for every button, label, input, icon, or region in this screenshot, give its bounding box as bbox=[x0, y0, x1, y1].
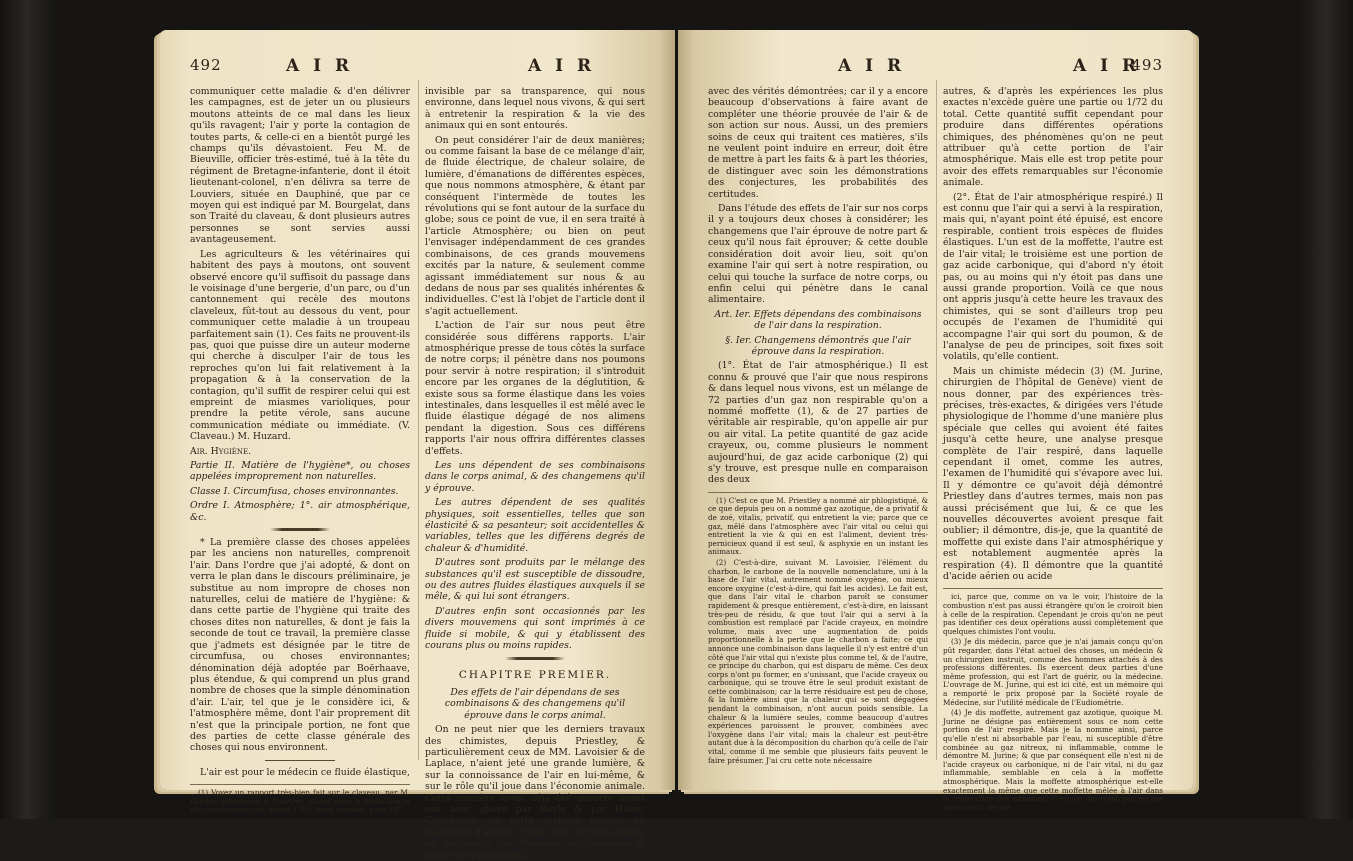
paragraph: L'air est pour le médecin ce fluide élastique, bbox=[200, 766, 410, 778]
classification-line: Partie II. Matière de l'hygiène*, ou choses appelées improprement non naturelles. bbox=[190, 460, 410, 483]
paragraph: L'action de l'air sur nous peut être considérée sous différens rapports. L'air atmosphérique presse de tous côtés la surface de notre corps; il pénètre dans nos poumons pour servir à notre respiration; il s'introduit encore par les organes de la déglutition, & existe sous sa forme élastique dans les voies intestinales, dans lesquelles il est mêlé avec le fluide élastique dégagé de nos alimens pendant la digestion. Sous ces différens rapports l'air nous offrira différentes classes d'effets. bbox=[425, 320, 645, 457]
left-page bbox=[160, 30, 675, 861]
paragraph: communiquer cette maladie & d'en délivrer les campagnes, est de jeter un ou plusieurs moutons atteints de ce mal dans les lieux qu'ils ravagent; l'air y porte la contagion de toutes parts, & celle-ci en a bientôt purgé les champs qu'ils dévastoient. Feu M. de Bieuville, officier très-estimé, tué à la tête du régiment de Bretagne-infanterie, dont il étoit lieutenant-colonel, n'en délivra sa terre de Louviers, située en Dauphiné, que par ce moyen qui est indiqué par M. Bourgelat, dans son Traité du claveau, & dont plusieurs autres personnes se sont servies aussi avantageusement. bbox=[190, 86, 410, 246]
footnote bbox=[190, 784, 410, 815]
paragraph: Les agriculteurs & les vétérinaires qui habitent des pays à moutons, ont souvent observé encore qu'il suffisoit du passage dans le voisinage d'une bergerie, d'un parc, ou d'un cantonnement qui recèle des moutons claveleux, fût-tout au dessous du vent, pour communiquer cette maladie à un troupeau parfaitement sain (1). Ces faits ne prouvent-ils pas, quoi que puisse dire un auteur moderne qui cherche à disculper l'air de tous les reproches qu'on lui fait relativement à la propagation & à la conservation de la contagion, qu'il suffit de respirer celui qui est empreint de miasmes varioliques, pour prendre la petite vérole, sans aucune communication médiate ou immédiate. (V. Claveau.) M. Huzard. bbox=[190, 248, 410, 443]
article-heading: Art. Ier. Effets dépendans des combinaisons de l'air dans la respiration. bbox=[714, 308, 922, 332]
right-column-2 bbox=[943, 86, 1163, 812]
page-number: 493 bbox=[1131, 56, 1163, 74]
paragraph: On ne peut nier que les derniers travaux des chimistes, depuis Priestley, & particulièrement ceux de MM. Lavoisier & de Laplace, n'aient jeté une grande lumière, & sur la connoissance de l'air en lui-même, & sur le rôle qu'il joue dans l'économie animale. Cette carrière avoit déjà été ouverte avant eux avec gloire par Boyle & par Hales. Cependant, en cette matière comme en beaucoup d'autres, il faut bien prendre garde de confondre des théories satisfaisantes & même très-probables, bbox=[425, 724, 645, 861]
article-title: Air. Hygiène. bbox=[190, 445, 252, 457]
paragraph: avec des vérités démontrées; car il y a encore beaucoup d'observations à faire avant de compléter une théorie prouvée de l'air & de son action sur nous. Aussi, un des premiers soins de ceux qui traitent ces matières, s'ils ne veulent point induire en erreur, doit être de mettre à part les faits & à part les théories, de distinguer avec soin les démonstrations des conjectures, les probabilités des certitudes. bbox=[708, 86, 928, 200]
paragraph: Dans l'étude des effets de l'air sur nos corps il y a toujours deux choses à considérer; les changemens que l'air éprouve de notre part & ceux qu'il nous fait éprouver; & cette double considération doit avoir lieu, soit qu'on examine l'air qui sert à notre respiration, ou celui qui touche la surface de notre corps, ou enfin celui qui pénètre dans le canal alimentaire. bbox=[708, 203, 928, 306]
footnote-text: (4) Je dis moffette, autrement gaz azotique, quoique M. Jurine ne désigne pas entièrement sous ce nom cette portion de l'air respiré. Mais je la nomme ainsi, parce qu'elle n'est ni absorbable par l'eau, ni susceptible d'être combinée au gaz nitreux, ni inflammable, comme le démontre M. Jurine; & que par conséquent elle n'est ni de l'acide crayeux ou carbonique, ni de l'air vital, ni du gaz inflammable, semblable en cela à la moffette atmosphérique. Mais la moffette atmosphérique est-elle exactement la même que cette moffette mêlée à l'air dans la respiration des animaux? C'est ce qui n'est pas encore pleinement décidé. bbox=[943, 708, 1163, 812]
paragraph: (2°. État de l'air atmosphérique respiré.) Il est connu que l'air qui a servi à la respiration, mais qui, n'ayant point été épuisé, est encore respirable, contient trois espèces de fluides élastiques. L'un est de la moffette, l'autre est de l'air vital; le troisième est une portion de gaz acide carbonique, qui d'abord n'y étoit pas, ou au moins qui n'y étoit pas dans une aussi grande proportion. Voilà ce que nous ont appris jusqu'à cette heure les travaux des chimistes, qui se sont d'ailleurs trop peu occupés de l'examen de l'humidité qui accompagne l'air qui sort du poumon, & de l'analyse de peu de principes, soit fixes soit volatils, qu'elle contient. bbox=[943, 191, 1163, 363]
page-number: 492 bbox=[190, 56, 222, 74]
section-heading: §. Ier. Changemens démontrés que l'air éprouve dans la respiration. bbox=[725, 334, 911, 357]
footnote-text: (1) C'est ce que M. Priestley a nommé air phlogistiqué, & ce que depuis peu on a nommé gaz azotique, de a privatif & de zoé, vitalis, privatif, qui entretient la vie; parce que ce gaz, mêlé dans l'atmosphère avec l'air vital ou celui qui entretient la vie & qui en est l'aliment, devient très-pernicieux quand il est seul, & asphyxie en un instant les animaux. bbox=[708, 495, 928, 557]
chapter-heading: CHAPITRE PREMIER. bbox=[458, 668, 612, 681]
left-column-1 bbox=[190, 86, 410, 815]
paragraph: Mais un chimiste médecin (3) (M. Jurine, chirurgien de l'hôpital de Genève) vient de nous donner, par des expériences très-précises, très-exactes, & dirigées vers l'étude physiologique de l'homme d'une manière plus spéciale que celles qui avoient été faites jusqu'à cette heure, une analyse presque complète de l'air respiré, dans laquelle cependant il omet, comme les autres, l'examen de l'humidité qui s'évapore avec lui. Il y démontre ce qu'avoit déjà démontré Priestley dans d'autres termes, mais non pas aussi précisément que lui, & ce que les nouvelles découvertes avoient presque fait oublier; il démontre, dis-je, que la quantité de moffette qui existe dans l'air atmosphérique y est notablement augmentée après la respiration (4). Il démontre que la quantité d'acide aérien ou acide bbox=[943, 365, 1163, 583]
right-page-header bbox=[708, 56, 1163, 78]
paragraph: On peut considérer l'air de deux manières; ou comme faisant la base de ce mélange d'air, de fluide électrique, de chaleur solaire, de lumière, d'émanations de différentes espèces, que nous nommons atmosphère, & étant par conséquent l'intermède de toutes les révolutions qui se font autour de la surface du globe; sous ce point de vue, il en sera traité à l'article Atmosphère; ou bien on peut l'envisager indépendamment de ces grandes combinaisons, de ces grands mouvemens excités par la nature, & seulement comme agissant immédiatement sur nous & au dedans de nous par ses qualités inhérentes & individuelles. C'est là l'objet de l'article dont il s'agit actuellement. bbox=[425, 134, 645, 317]
right-page bbox=[678, 30, 1193, 812]
footnote-text: ici, parce que, comme on va le voir, l'histoire de la combustion n'est pas aussi étrangère qu'on le croiroit bien à celle de la respiration. Cependant je crois qu'on ne peut pas identifier ces deux opérations aussi complètement que quelques chimistes l'ont voulu. bbox=[943, 592, 1163, 636]
left-page-header bbox=[190, 56, 645, 78]
classification-line: Classe I. Circumfusa, choses environnantes. bbox=[190, 485, 399, 497]
running-head: A I R bbox=[838, 56, 906, 76]
running-head: A I R bbox=[528, 56, 596, 76]
paragraph: (1°. État de l'air atmosphérique.) Il est connu & prouvé que l'air que nous respirons & dans lequel nous vivons, est un mélange de 72 parties d'un gaz non respirable qu'on a nommé moffette (1), & de 27 parties de véritable air respirable, qu'on appelle air pur ou air vital. La petite quantité de gaz acide crayeux, ou, comme plusieurs le nomment aujourd'hui, de gaz acide carbonique (2) qui s'y trouve, est presque nulle en comparaison des deux bbox=[708, 360, 928, 486]
ornament-divider bbox=[270, 528, 330, 531]
paragraph: invisible par sa transparence, qui nous environne, dans lequel nous vivons, & qui sert à entretenir la respiration & la vie des animaux qui en sont entourés. bbox=[425, 86, 645, 132]
paragraph: Les uns dépendent de ses combinaisons dans le corps animal, & des changemens qu'il y éprouve. bbox=[425, 460, 645, 494]
paragraph: D'autres enfin sont occasionnés par les divers mouvemens qui sont imprimés à ce fluide si mobile, & qui y établissent des courans plus ou moins rapides. bbox=[425, 605, 645, 652]
running-head: A I R bbox=[1073, 56, 1141, 76]
footnote-text: (1) Voyez un rapport très-bien fait sur le claveau, par M. Barrier, vétérinaire à Chartres, inséré dans la Bibliothèque physico-économique, année 1786, tome premier, page 197. bbox=[190, 788, 410, 815]
left-column-2 bbox=[425, 86, 645, 861]
classification-line: Ordre I. Atmosphère; 1°. air atmosphérique, &c. bbox=[190, 500, 410, 523]
footnotes bbox=[943, 588, 1163, 812]
divider bbox=[265, 760, 335, 761]
paragraph: Les autres dépendent de ses qualités physiques, soit essentielles, telles que son élasticité & sa pesanteur; soit accidentelles & variables, telles que les différens degrés de chaleur & d'humidité. bbox=[425, 497, 645, 554]
footnote-text: (2) C'est-à-dire, suivant M. Lavoisier, l'élément du charbon, le carbone de la nouvelle nomenclature, uni à la base de l'air vital, autrement nommé oxygène, ou mieux encore oxygine (c'est-à-dire, qui fait les acides). Le fait est, que dans l'air vital le charbon paroît se consumer rapidement & presque entièrement, c'est-à-dire, en laissant très-peu de résidu, & que tout l'air qui a servi à la combustion est remplacé par l'acide crayeux, en moindre volume, mais avec une augmentation de poids proportionnelle à la perte que le charbon a faite; ce qui annonce une combinaison dans laquelle il n'y est entré d'un côté que l'air vital qui n'existe plus comme tel, & de l'autre, ce principe du charbon, qui est disparu de même. Ces deux corps n'ont pu former, en s'unissant, que l'acide crayeux ou carbonique, qui se trouve être le seul produit existant de cette combinaison; car la terre résiduaire est peu de chose, & la lumière ainsi que la chaleur qui se sont dégagées pendant la combinaison, n'ont aucun poids sensible. La chaleur & la lumière seules, comme beaucoup d'autres expériences paroissent le prouver, combinées avec l'oxygène dans l'air vital; mais la chaleur est peut-être autant due à la décomposition du charbon qu'à celle de l'air vital, comme il me semble que plusieurs faits peuvent le faire présumer. J'ai cru cette note nécessaire bbox=[708, 557, 928, 765]
paragraph: * La première classe des choses appelées par les anciens non naturelles, comprenoit l'air. Dans l'ordre que j'ai adopté, & dont on verra le plan dans le discours préliminaire, je substitue au nom impropre de choses non naturelles, celui de matière de l'hygiène: & dans cette partie de l'hygiène qui traite des choses dites non naturelles, & dont je fais la seconde de tout ce travail, la première classe que j'admets est désignée par le titre de circumfusa, ou choses environnantes; dénomination déjà adoptée par Boërhaave, plus étendue, & qui comprend un plus grand nombre de choses que la simple dénomination d'air. L'air, tel que je le considère ici, & l'atmosphère même, dont l'air proprement dit n'est que la principale portion, ne font que des parties de cette classe générale des choses qui nous environnent. bbox=[190, 537, 410, 754]
paragraph: D'autres sont produits par le mélange des substances qu'il est susceptible de dissoudre, ou des autres fluides élastiques auxquels il se mêle, & qui lui sont étrangers. bbox=[425, 557, 645, 603]
footnote-text: (3) Je dis médecin, parce que je n'ai jamais conçu qu'on pût regarder, dans l'état actuel des choses, un médecin & un chirurgien instruit, comme des hommes attachés à des professions différentes. Ils exercent deux parties d'une même profession, qui est l'art de guérir, ou la médecine. L'ouvrage de M. Jurine, qui est ici cité, est un mémoire qui a remporté le prix proposé par la Société royale de Médecine, sur l'utilité médicale de l'Eudiométrie. bbox=[943, 637, 1163, 707]
ornament-divider bbox=[505, 657, 565, 660]
right-column-1 bbox=[708, 86, 928, 768]
footnotes bbox=[708, 492, 928, 765]
running-head: A I R bbox=[286, 56, 354, 76]
paragraph: autres, & d'après les expériences les plus exactes n'excède guère une partie ou 1/72 du total. Cette quantité suffit cependant pour produire dans différentes opérations chimiques, des phénomènes qu'on ne peut attribuer qu'à cette portion de l'air atmosphérique. Mais elle est trop petite pour avoir des effets remarquables sur l'économie animale. bbox=[943, 86, 1163, 189]
chapter-subtitle: Des effets de l'air dépendans de ses combinaisons & des changemens qu'il éprouve dans le corps animal. bbox=[444, 686, 626, 721]
